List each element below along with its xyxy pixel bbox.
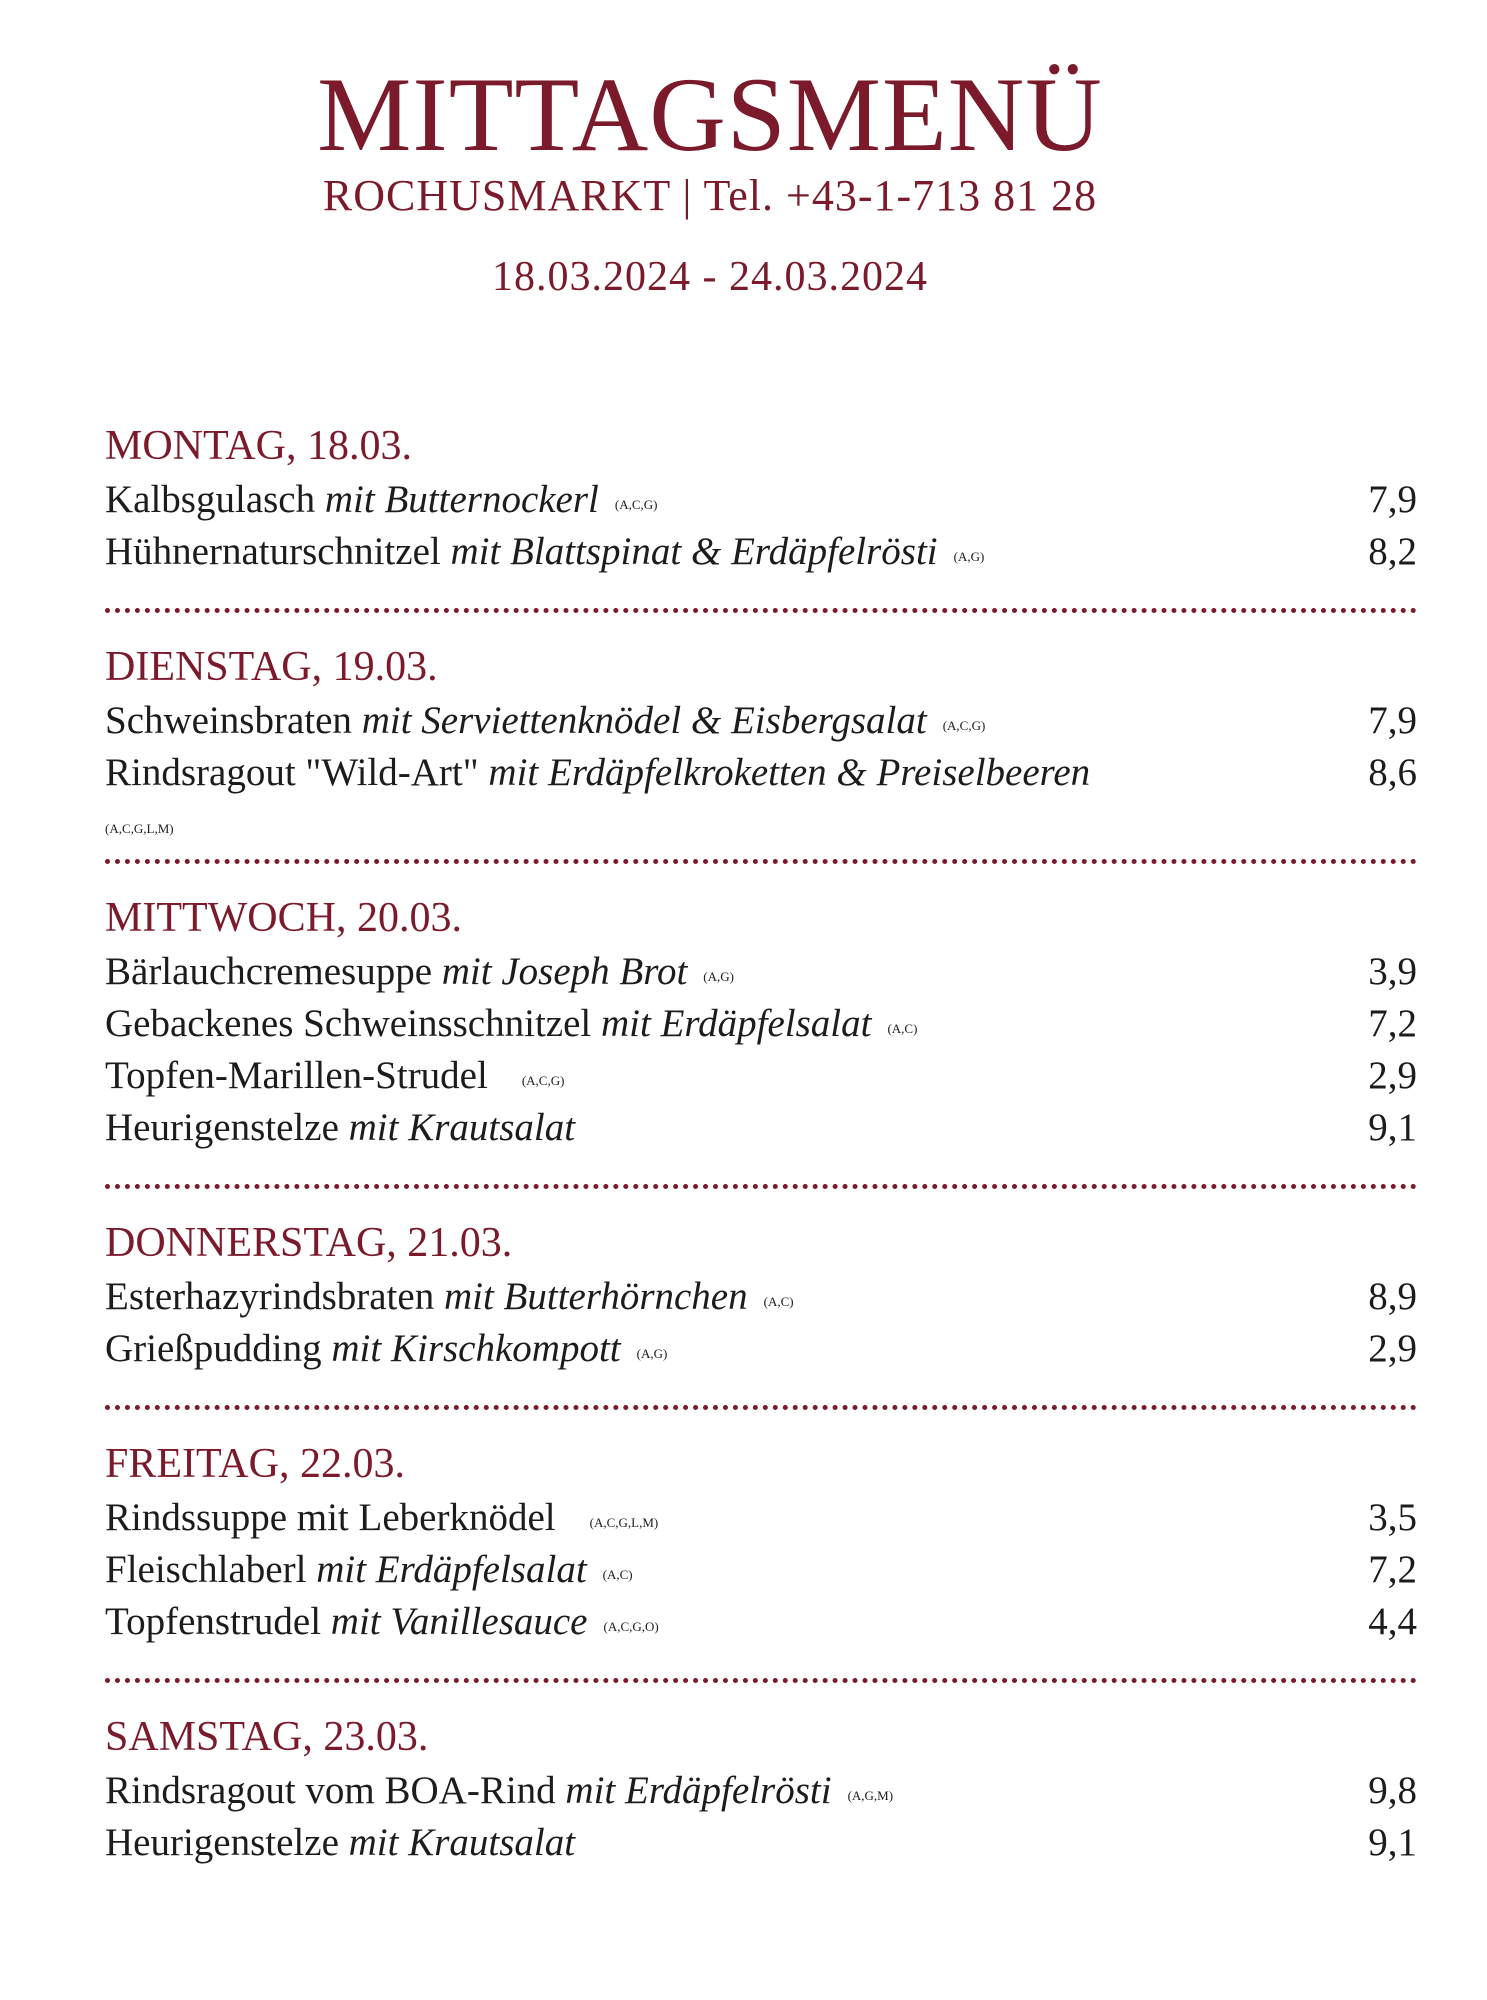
dish-name: Heurigenstelze — [105, 1106, 339, 1149]
dish-name: Rindsragout "Wild-Art" — [105, 751, 479, 794]
allergen-codes: (A,G) — [953, 549, 985, 564]
dish-description — [105, 1492, 658, 1549]
allergen-codes: (A,C) — [887, 1021, 918, 1036]
dish-side: mit Erdäpfelsalat — [316, 1548, 587, 1591]
allergen-codes: (A,C,G) — [521, 1073, 565, 1088]
day-section-thursday — [105, 1217, 1417, 1375]
dotted-divider — [105, 1405, 1417, 1410]
dish-price: 8,6 — [1368, 751, 1417, 794]
menu-item — [105, 1102, 1417, 1154]
allergen-codes: (A,C,G) — [942, 718, 986, 733]
dish-name: Heurigenstelze — [105, 1821, 339, 1864]
menu-item — [105, 474, 1417, 526]
allergen-codes: (A,C,G,O) — [603, 1619, 659, 1634]
dish-description — [105, 1050, 564, 1107]
dish-side: mit Krautsalat — [348, 1821, 576, 1864]
dish-price: 7,9 — [1368, 478, 1417, 521]
allergen-codes: (A,G) — [703, 969, 734, 984]
dish-side: mit Serviettenknödel & Eisbergsalat — [361, 699, 927, 742]
dish-description — [105, 946, 734, 1003]
dish-price: 7,2 — [1368, 1002, 1417, 1045]
day-title: DIENSTAG, 19.03. — [105, 644, 438, 690]
dish-name: Esterhazyrindsbraten — [105, 1275, 435, 1318]
menu-item — [105, 1596, 1417, 1648]
dish-description — [105, 695, 985, 752]
menu-item — [105, 526, 1417, 578]
menu-item — [105, 1765, 1417, 1817]
dish-description — [105, 1102, 575, 1154]
dish-side: mit Blattspinat & Erdäpfelrösti — [450, 530, 938, 573]
dish-name: Topfen-Marillen-Strudel — [105, 1054, 488, 1097]
dish-description — [105, 747, 1090, 799]
dish-side: mit Erdäpfelkroketten & Preiselbeeren — [488, 751, 1091, 794]
day-section-monday — [105, 420, 1417, 578]
menu-item — [105, 1544, 1417, 1596]
menu-item — [105, 946, 1417, 998]
dish-side: mit Erdäpfelrösti — [565, 1769, 832, 1812]
restaurant-contact: ROCHUSMARKT | Tel. +43-1-713 81 28 — [322, 171, 1098, 220]
dish-description — [105, 1544, 633, 1601]
dish-description — [105, 474, 658, 531]
dish-price: 9,1 — [1368, 1821, 1417, 1864]
dish-description — [105, 1817, 575, 1869]
dotted-divider — [105, 608, 1417, 613]
allergen-codes: (A,C) — [602, 1567, 633, 1582]
dish-description — [105, 1323, 667, 1380]
allergen-codes: (A,C,G,L,M) — [105, 821, 174, 836]
menu-item — [105, 1323, 1417, 1375]
dish-description — [105, 1271, 794, 1328]
day-section-saturday — [105, 1711, 1417, 1869]
dish-price: 2,9 — [1368, 1054, 1417, 1097]
dish-description — [105, 998, 917, 1055]
day-title: DONNERSTAG, 21.03. — [105, 1220, 513, 1266]
allergen-codes: (A,G,M) — [847, 1788, 894, 1803]
date-range: 18.03.2024 - 24.03.2024 — [492, 254, 928, 300]
dish-price: 3,9 — [1368, 950, 1417, 993]
menu-item — [105, 1817, 1417, 1869]
dish-name: Rindssuppe mit Leberknödel — [105, 1496, 556, 1539]
dish-price: 3,5 — [1368, 1496, 1417, 1539]
menu-item — [105, 1492, 1417, 1544]
dish-price: 7,9 — [1368, 699, 1417, 742]
allergen-codes: (A,C,G) — [614, 497, 658, 512]
day-section-wednesday — [105, 892, 1417, 1154]
allergen-codes: (A,G) — [636, 1346, 668, 1361]
dish-price: 8,2 — [1368, 530, 1417, 573]
menu-item — [105, 695, 1417, 747]
menu-item — [105, 1271, 1417, 1323]
dish-name: Topfenstrudel — [105, 1600, 322, 1643]
dish-side: mit Erdäpfelsalat — [601, 1002, 872, 1045]
day-title: SAMSTAG, 23.03. — [105, 1714, 429, 1760]
allergen-codes: (A,C,G,L,M) — [589, 1515, 659, 1530]
dish-description — [105, 1765, 893, 1822]
dish-side: mit Butternockerl — [324, 478, 599, 521]
dish-name: Bärlauchcremesuppe — [105, 950, 433, 993]
menu-item — [105, 998, 1417, 1050]
dish-name: Hühnernaturschnitzel — [105, 530, 441, 573]
dish-price: 9,8 — [1368, 1769, 1417, 1812]
dish-name: Kalbsgulasch — [105, 478, 316, 521]
day-title: MONTAG, 18.03. — [105, 423, 412, 469]
dish-side: mit Joseph Brot — [441, 950, 688, 993]
dish-price: 4,4 — [1368, 1600, 1417, 1643]
allergen-codes: (A,C) — [763, 1294, 794, 1309]
dish-name: Gebackenes Schweinsschnitzel — [105, 1002, 592, 1045]
day-section-friday — [105, 1438, 1417, 1648]
day-section-tuesday — [105, 641, 1417, 851]
dish-price: 2,9 — [1368, 1327, 1417, 1370]
dish-side: mit Butterhörnchen — [443, 1275, 748, 1318]
dish-description — [105, 1596, 659, 1653]
day-title: FREITAG, 22.03. — [105, 1441, 405, 1487]
dish-price: 9,1 — [1368, 1106, 1417, 1149]
day-title: MITTWOCH, 20.03. — [105, 895, 462, 941]
dish-description — [105, 526, 984, 583]
dish-name: Grießpudding — [105, 1327, 322, 1370]
menu-list — [105, 420, 1417, 1869]
dish-price: 7,2 — [1368, 1548, 1417, 1591]
dotted-divider — [105, 859, 1417, 864]
menu-item — [105, 1050, 1417, 1102]
dish-name: Rindsragout vom BOA-Rind — [105, 1769, 556, 1812]
dish-side: mit Vanillesauce — [330, 1600, 588, 1643]
dish-side: mit Kirschkompott — [331, 1327, 621, 1370]
dotted-divider — [105, 1184, 1417, 1189]
dish-name: Schweinsbraten — [105, 699, 352, 742]
menu-title: MITTAGSMENÜ — [317, 56, 1103, 173]
dish-name: Fleischlaberl — [105, 1548, 307, 1591]
dotted-divider — [105, 1678, 1417, 1683]
dish-price: 8,9 — [1368, 1275, 1417, 1318]
dish-side: mit Krautsalat — [348, 1106, 576, 1149]
menu-item — [105, 747, 1417, 851]
